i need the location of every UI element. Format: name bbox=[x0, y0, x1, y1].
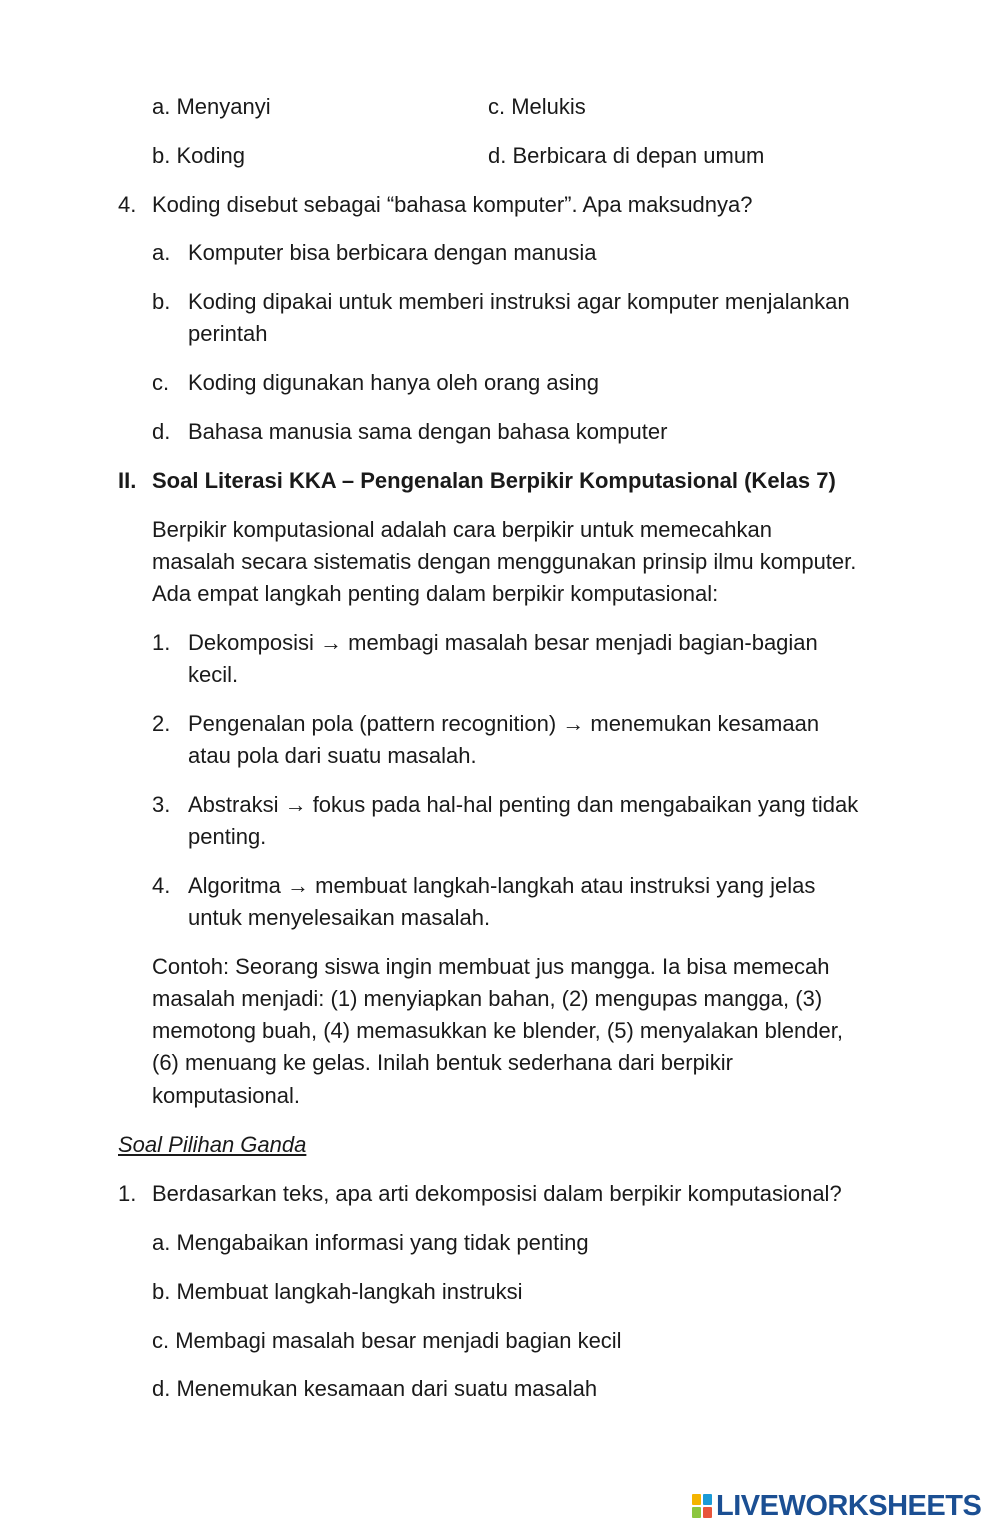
step-1-number: 1. bbox=[152, 630, 171, 655]
section-2-title: Soal Literasi KKA – Pengenalan Berpikir Komputasional (Kelas 7) bbox=[152, 468, 836, 493]
step-2-line1: Pengenalan pola (pattern recognition) → menemukan kesamaan bbox=[188, 711, 820, 736]
intro-line-2: masalah secara sistematis dengan menggunakan prinsip ilmu komputer. bbox=[152, 549, 857, 574]
example-line-4: (6) menuang ke gelas. Inilah bentuk sederhana dari berpikir bbox=[152, 1050, 733, 1075]
q4-option-b-letter: b. bbox=[152, 289, 171, 314]
step-1-line2: kecil. bbox=[188, 662, 239, 687]
q4-option-b-line2: perintah bbox=[188, 321, 268, 346]
step-4-line2: untuk menyelesaikan masalah. bbox=[188, 905, 491, 930]
q4-option-d-letter: d. bbox=[152, 419, 171, 444]
step-2-number: 2. bbox=[152, 711, 171, 736]
prev-option-c: c. Melukis bbox=[488, 94, 586, 119]
step-1-line1: Dekomposisi → membagi masalah besar menjadi bagian-bagian bbox=[188, 630, 818, 655]
mc-q1-option-b: b. Membuat langkah-langkah instruksi bbox=[152, 1279, 523, 1304]
mc-question-1-number: 1. bbox=[118, 1181, 137, 1206]
example-line-5: komputasional. bbox=[152, 1083, 300, 1108]
q4-option-c-letter: c. bbox=[152, 370, 170, 395]
mc-question-1-text: Berdasarkan teks, apa arti dekomposisi dalam berpikir komputasional? bbox=[152, 1181, 842, 1206]
logo-mark-icon bbox=[692, 1494, 712, 1518]
prev-option-b: b. Koding bbox=[152, 143, 245, 168]
mc-q1-option-c: c. Membagi masalah besar menjadi bagian kecil bbox=[152, 1328, 622, 1353]
q4-option-b-line1: Koding dipakai untuk memberi instruksi agar komputer menjalankan bbox=[188, 289, 850, 314]
step-2-line2: atau pola dari suatu masalah. bbox=[188, 743, 477, 768]
step-3-line1: Abstraksi → fokus pada hal-hal penting dan mengabaikan yang tidak bbox=[188, 792, 859, 817]
q4-option-a-text: Komputer bisa berbicara dengan manusia bbox=[188, 240, 597, 265]
example-line-1: Contoh: Seorang siswa ingin membuat jus mangga. Ia bisa memecah bbox=[152, 954, 830, 979]
q4-option-c-text: Koding digunakan hanya oleh orang asing bbox=[188, 370, 599, 395]
logo-text: LIVEWORKSHEETS bbox=[716, 1490, 982, 1522]
liveworksheets-logo bbox=[692, 1486, 981, 1526]
example-line-3: memotong buah, (4) memasukkan ke blender, (5) menyalakan blender, bbox=[152, 1018, 843, 1043]
step-4-line1: Algoritma → membuat langkah-langkah atau instruksi yang jelas bbox=[188, 873, 816, 898]
q4-option-d-text: Bahasa manusia sama dengan bahasa komputer bbox=[188, 419, 668, 444]
prev-option-d: d. Berbicara di depan umum bbox=[488, 143, 765, 168]
question-4-text: Koding disebut sebagai “bahasa komputer”. Apa maksudnya? bbox=[152, 192, 753, 217]
q4-option-a-letter: a. bbox=[152, 240, 171, 265]
prev-option-a: a. Menyanyi bbox=[152, 94, 271, 119]
example-line-2: masalah menjadi: (1) menyiapkan bahan, (2) mengupas mangga, (3) bbox=[152, 986, 823, 1011]
mc-q1-option-a: a. Mengabaikan informasi yang tidak penting bbox=[152, 1230, 589, 1255]
step-3-line2: penting. bbox=[188, 824, 267, 849]
intro-line-3: Ada empat langkah penting dalam berpikir komputasional: bbox=[152, 581, 719, 606]
section-2-number: II. bbox=[118, 468, 137, 493]
intro-line-1: Berpikir komputasional adalah cara berpikir untuk memecahkan bbox=[152, 517, 772, 542]
step-3-number: 3. bbox=[152, 792, 171, 817]
step-4-number: 4. bbox=[152, 873, 171, 898]
multiple-choice-heading: Soal Pilihan Ganda bbox=[118, 1132, 307, 1157]
question-4-number: 4. bbox=[118, 192, 137, 217]
mc-q1-option-d: d. Menemukan kesamaan dari suatu masalah bbox=[152, 1376, 598, 1401]
